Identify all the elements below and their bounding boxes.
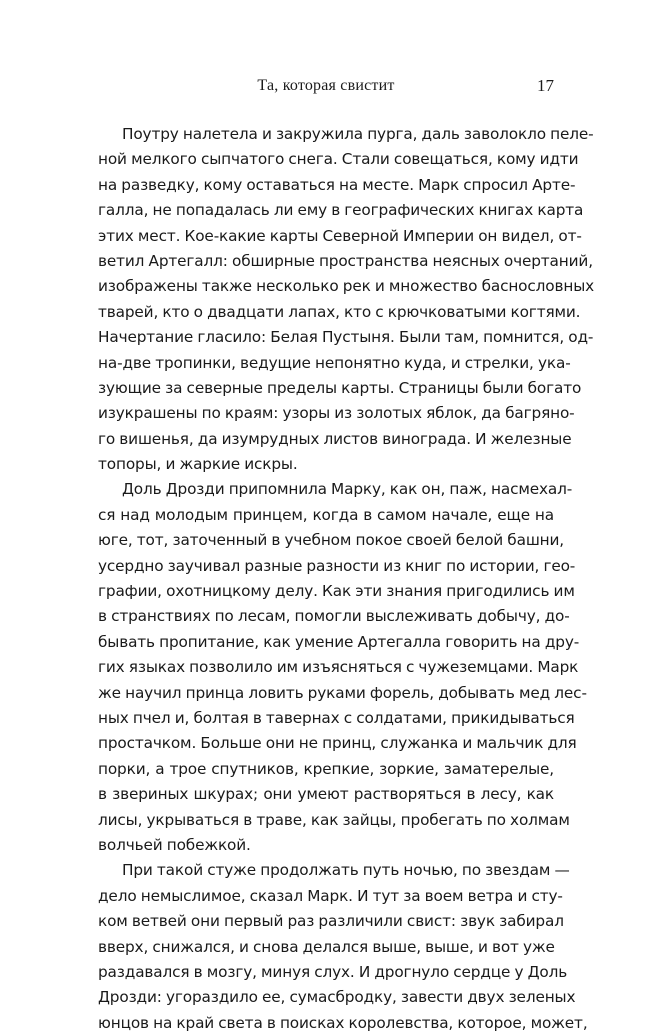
page-number: 17 bbox=[537, 76, 554, 95]
text-line: же научил принца ловить руками форель, добывать мед лес- bbox=[98, 683, 587, 702]
text-line: зующие за северные пределы карты. Страницы были богато bbox=[98, 378, 582, 397]
text-line: топоры, и жаркие искры. bbox=[98, 455, 298, 474]
text-line: в странствиях по лесам, помогли выслеживать добычу, до- bbox=[98, 607, 570, 626]
text-line: ной мелкого сыпчатого снега. Стали совещаться, кому идти bbox=[98, 150, 579, 169]
text-line: на разведку, кому оставаться на месте. Марк спросил Арте- bbox=[98, 175, 576, 194]
text-line: волчьей побежкой. bbox=[98, 835, 251, 854]
text-line: в звериных шкурах; они умеют растворяться в лесу, как bbox=[98, 785, 554, 804]
text-line: гих языках позволило им изъясняться с чужеземцами. Марк bbox=[98, 658, 579, 677]
text-line: этих мест. Кое-какие карты Северной Империи он видел, от- bbox=[98, 226, 582, 245]
text-line: вверх, снижался, и снова делался выше, выше, и вот уже bbox=[98, 937, 555, 956]
text-line: бывать пропитание, как умение Артегалла говорить на дру- bbox=[98, 632, 580, 651]
running-header bbox=[98, 74, 554, 98]
text-line: усердно заучивал разные разности из книг по истории, гео- bbox=[98, 556, 576, 575]
text-line: При такой стуже продолжать путь ночью, по звездам — bbox=[122, 861, 570, 880]
text-line: галла, не попадалась ли ему в географических книгах карта bbox=[98, 201, 584, 220]
text-line: дело немыслимое, сказал Марк. И тут за воем ветра и сту- bbox=[98, 886, 563, 905]
text-line: Начертание гласило: Белая Пустыня. Были там, помнится, од- bbox=[98, 328, 594, 347]
text-line: на-две тропинки, ведущие непонятно куда, и стрелки, ука- bbox=[98, 353, 571, 372]
text-line: порки, а трое спутников, крепкие, зоркие, заматерелые, bbox=[98, 759, 554, 778]
paragraph-2 bbox=[98, 477, 587, 858]
text-line: Поутру налетела и закружила пурга, даль заволокло пеле- bbox=[122, 125, 594, 143]
text-line: простачком. Больше они не принц, служанка и мальчик для bbox=[98, 734, 577, 753]
body-text bbox=[98, 122, 595, 1036]
paragraph-1 bbox=[98, 122, 595, 477]
text-line: графии, охотницкому делу. Как эти знания пригодились им bbox=[98, 582, 575, 601]
text-line: раздавался в мозгу, минуя слух. И дрогнуло сердце у Доль bbox=[98, 962, 568, 981]
text-line: ветил Артегалл: обширные пространства неясных очертаний, bbox=[98, 251, 593, 270]
text-line: юнцов на край света в поисках королевства, которое, может, bbox=[98, 1013, 588, 1032]
text-line: ся над молодым принцем, когда в самом начале, еще на bbox=[98, 505, 554, 524]
text-line: ных пчел и, болтая в тавернах с солдатами, прикидываться bbox=[98, 708, 575, 727]
paragraph-3 bbox=[98, 858, 588, 1036]
text-line: Доль Дрозди припомнила Марку, как он, паж, насмехал- bbox=[122, 480, 573, 499]
text-line: юге, тот, заточенный в учебном покое своей белой башни, bbox=[98, 531, 565, 550]
text-line: го вишенья, да изумрудных листов винограда. И железные bbox=[98, 429, 572, 448]
text-line: тварей, кто о двадцати лапах, кто с крючковатыми когтями. bbox=[98, 302, 581, 321]
text-line: Дрозди: угораздило ее, сумасбродку, завести двух зеленых bbox=[98, 988, 576, 1007]
text-line: изукрашены по краям: узоры из золотых яблок, да багряно- bbox=[98, 404, 575, 423]
text-line: ком ветвей они первый раз различили свист: звук забирал bbox=[98, 912, 564, 931]
text-line: лисы, укрываться в траве, как зайцы, пробегать по холмам bbox=[98, 810, 570, 829]
running-title: Та, которая свистит bbox=[257, 77, 395, 94]
text-line: изображены также несколько рек и множество баснословных bbox=[98, 277, 595, 296]
